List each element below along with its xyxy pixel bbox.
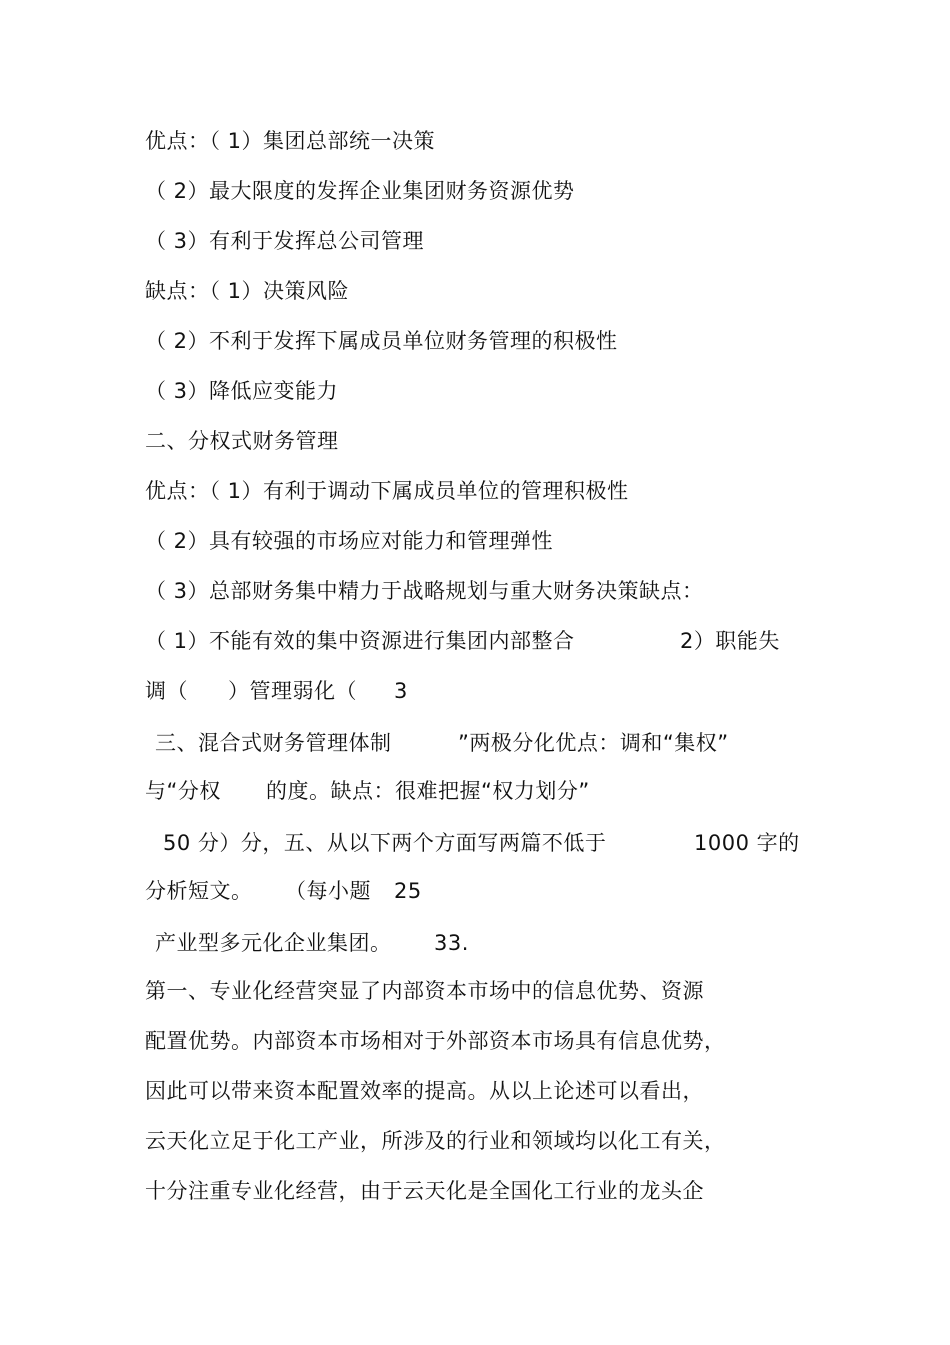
text-line: 因此可以带来资本配置效率的提高。从以上论述可以看出， xyxy=(145,1079,704,1103)
text-fragment: 调（ xyxy=(145,679,188,703)
text-line: 第一、专业化经营突显了内部资本市场中的信息优势、资源 xyxy=(145,979,704,1003)
text-fragment: 2）职能失 xyxy=(680,629,780,653)
text-line: 优点：（ 1）集团总部统一决策 xyxy=(145,129,436,153)
text-fragment: ）管理弱化（ xyxy=(228,679,357,703)
text-fragment: （每小题 xyxy=(285,879,371,903)
text-line: （ 2）最大限度的发挥企业集团财务资源优势 xyxy=(145,179,575,203)
text-line: （ 2）具有较强的市场应对能力和管理弹性 xyxy=(145,529,554,553)
text-fragment: 的度。缺点：很难把握“权力划分” xyxy=(266,779,590,803)
text-line: （ 3）有利于发挥总公司管理 xyxy=(145,229,425,253)
text-line: （ 3）总部财务集中精力于战略规划与重大财务决策缺点： xyxy=(145,579,704,603)
text-fragment: 50 分）分，五、从以下两个方面写两篇不低于 xyxy=(163,831,607,855)
text-line: （ 2）不利于发挥下属成员单位财务管理的积极性 xyxy=(145,329,618,353)
text-fragment: 产业型多元化企业集团。 xyxy=(155,931,392,955)
text-fragment: 33. xyxy=(434,931,469,955)
text-line: 二、分权式财务管理 xyxy=(145,429,339,453)
text-line: 十分注重专业化经营，由于云天化是全国化工行业的龙头企 xyxy=(145,1179,704,1203)
text-fragment: 3 xyxy=(394,679,408,703)
text-fragment: 三、混合式财务管理体制 xyxy=(155,731,392,755)
text-line: 配置优势。内部资本市场相对于外部资本市场具有信息优势， xyxy=(145,1029,726,1053)
text-line: （ 3）降低应变能力 xyxy=(145,379,339,403)
text-fragment: 25 xyxy=(394,879,422,903)
text-fragment: ”两极分化优点：调和“集权” xyxy=(458,731,729,755)
text-line: 优点：（ 1）有利于调动下属成员单位的管理积极性 xyxy=(145,479,629,503)
text-line: （ 1）不能有效的集中资源进行集团内部整合 xyxy=(145,629,575,653)
text-fragment: 与“分权 xyxy=(145,779,221,803)
text-line: 缺点：（ 1）决策风险 xyxy=(145,279,350,303)
text-fragment: 分析短文。 xyxy=(145,879,253,903)
text-fragment: 1000 字的 xyxy=(694,831,800,855)
text-line: 云天化立足于化工产业，所涉及的行业和领域均以化工有关， xyxy=(145,1129,726,1153)
